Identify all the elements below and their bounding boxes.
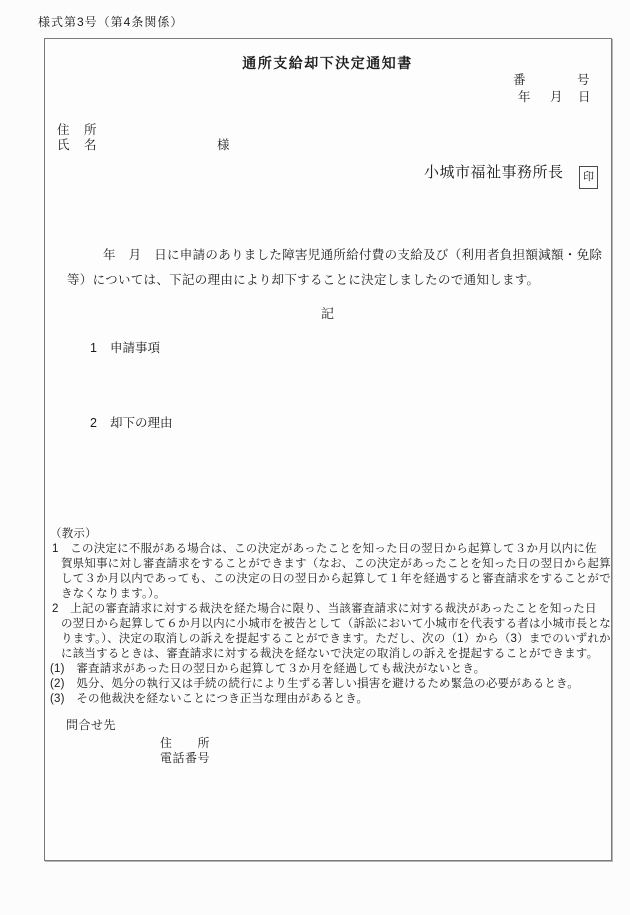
notice-line: (3) その他裁決を経ないことにつき正当な理由があるとき。 — [50, 693, 369, 705]
notice-line: (2) 処分、処分の執行又は手続の続行により生ずる著しい損害を避けるため緊急の必要があるとき。 — [50, 678, 579, 690]
body-paragraph-line2: 等）については、下記の理由により却下することに決定しましたので通知します。 — [67, 273, 540, 287]
contact-phone-label: 電話番号 — [160, 751, 211, 765]
recipient-name-label: 氏 名 — [57, 138, 98, 152]
contact-address-label: 住 所 — [160, 736, 211, 750]
date-month-label: 月 — [550, 90, 563, 104]
recipient-honorific: 様 — [217, 138, 231, 152]
notice-line: きなくなります。）。 — [61, 588, 166, 600]
record-heading: 記 — [320, 306, 334, 321]
seal-box: 印 — [579, 166, 598, 189]
notice-line: に該当するときは、審査請求に対する裁決を経ないで決定の取消しの訴えを提起することができます。 — [61, 648, 599, 660]
record-item-1-number: 1 — [90, 341, 97, 355]
date-day-label: 日 — [578, 90, 591, 104]
document-number-unit-label: 号 — [577, 73, 590, 87]
notice-line: 賀県知事に対し審査請求をすることができます（なお、この決定があったことを知った日の翌日から起算 — [61, 558, 611, 570]
notice-line: (1) 審査請求があった日の翌日から起算して３か月を経過しても裁決がないとき。 — [50, 663, 486, 675]
contact-heading: 問合せ先 — [66, 718, 117, 732]
notice-line: 2 上記の審査請求に対する裁決を経た場合に限り、当該審査請求に対する裁決があったことを知った日 — [52, 603, 597, 615]
form-number-label: 様式第3号（第4条関係） — [38, 15, 184, 29]
notice-line: 1 この決定に不服がある場合は、この決定があったことを知った日の翌日から起算して３か月以内に佐 — [52, 543, 597, 555]
body-paragraph-line1: 年 月 日に申請のありました障害児通所給付費の支給及び（利用者負担額減額・免除 — [103, 248, 603, 262]
notice-heading: （教示） — [50, 528, 97, 540]
record-item-2-number: 2 — [90, 416, 97, 430]
document-frame — [44, 38, 612, 861]
record-item-2 — [90, 417, 173, 430]
notice-line: して３か月以内であっても、この決定の日の翌日から起算して１年を経過すると審査請求をすることがで — [61, 573, 611, 585]
recipient-address-label: 住 所 — [57, 123, 98, 137]
document-title: 通所支給却下決定通知書 — [242, 55, 413, 71]
record-item-2-label: 却下の理由 — [110, 416, 173, 430]
issuer-title: 小城市福祉事務所長 — [424, 164, 564, 181]
record-item-1-label: 申請事項 — [110, 341, 161, 355]
notice-line: の翌日から起算して６か月以内に小城市を被告として（訴訟において小城市を代表する者は小城市長とな — [61, 618, 611, 630]
notice-line: ります。）、決定の取消しの訴えを提起することができます。ただし、次の（1）から（3）までのいずれか — [61, 633, 611, 645]
document-number-label: 番 — [513, 73, 526, 87]
record-item-1 — [90, 342, 160, 355]
date-year-label: 年 — [518, 90, 531, 104]
